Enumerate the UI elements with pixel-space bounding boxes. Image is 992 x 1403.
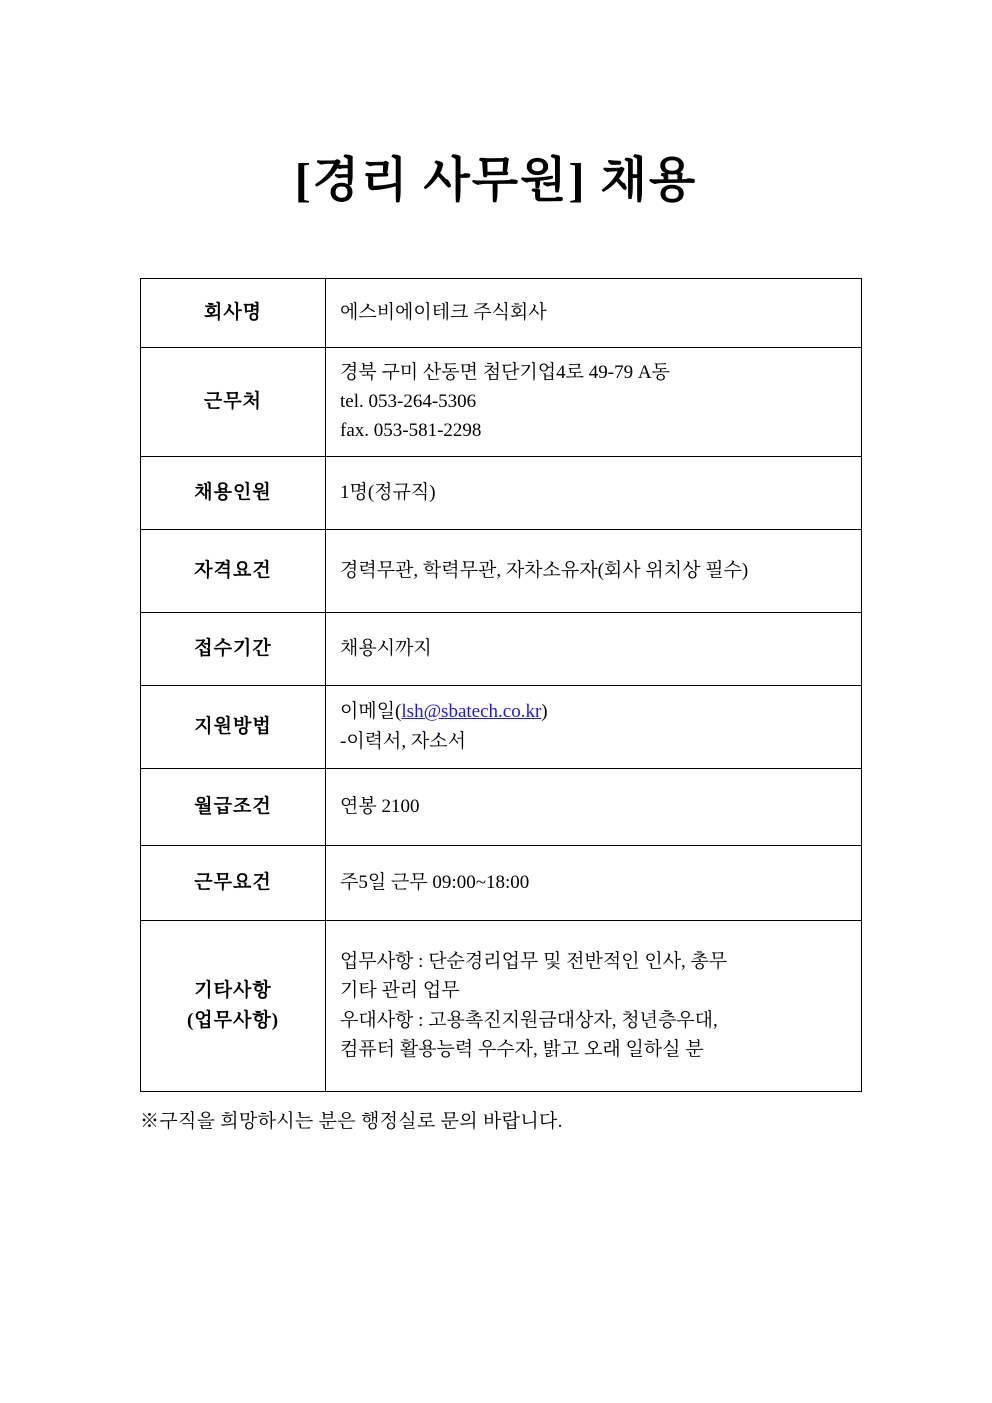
row-value-etc xyxy=(326,920,862,1091)
etc-duties-line2: 기타 관리 업무 xyxy=(340,980,460,1002)
table-row xyxy=(141,845,862,920)
etc-preference-line1: 우대사항 : 고용촉진지원금대상자, 청년층우대, xyxy=(340,1009,718,1031)
apply-email-prefix: 이메일( xyxy=(340,701,402,723)
table-row xyxy=(141,529,862,612)
row-label-apply: 지원방법 xyxy=(141,685,326,768)
row-label-salary: 월급조건 xyxy=(141,768,326,845)
row-value-period: 채용시까지 xyxy=(326,612,862,685)
etc-duties-line1: 업무사항 : 단순경리업무 및 전반적인 인사, 총무 xyxy=(340,951,728,973)
table-row xyxy=(141,920,862,1091)
row-label-headcount: 채용인원 xyxy=(141,456,326,529)
row-label-company: 회사명 xyxy=(141,278,326,347)
apply-email-suffix: ) xyxy=(541,701,548,723)
table-row xyxy=(141,347,862,456)
row-value-workplace xyxy=(326,347,862,456)
workplace-fax: fax. 053-581-2298 xyxy=(340,420,482,442)
workplace-tel: tel. 053-264-5306 xyxy=(340,391,477,413)
apply-email-line xyxy=(340,697,847,726)
table-row xyxy=(141,278,862,347)
row-value-salary: 연봉 2100 xyxy=(326,768,862,845)
row-value-qualification: 경력무관, 학력무관, 자차소유자(회사 위치상 필수) xyxy=(326,529,862,612)
table-row xyxy=(141,456,862,529)
recruitment-table xyxy=(140,278,862,1092)
table-row xyxy=(141,612,862,685)
email-link[interactable]: lsh@sbatech.co.kr xyxy=(401,701,542,723)
row-value-headcount: 1명(정규직) xyxy=(326,456,862,529)
row-label-qualification: 자격요건 xyxy=(141,529,326,612)
apply-documents: -이력서, 자소서 xyxy=(340,730,466,752)
table-row xyxy=(141,768,862,845)
etc-label-line2: (업무사항) xyxy=(186,1009,280,1031)
row-label-period: 접수기간 xyxy=(141,612,326,685)
workplace-address: 경북 구미 산동면 첨단기업4로 49-79 A동 xyxy=(340,361,670,383)
row-value-apply xyxy=(326,685,862,768)
etc-label-line1: 기타사항 xyxy=(194,980,272,1002)
footnote: ※구직을 희망하시는 분은 행정실로 문의 바랍니다. xyxy=(140,1110,563,1132)
etc-preference-line2: 컴퓨터 활용능력 우수자, 밝고 오래 일하실 분 xyxy=(340,1039,704,1061)
row-label-etc xyxy=(141,920,326,1091)
table-row xyxy=(141,685,862,768)
recruitment-table-container xyxy=(140,278,852,1133)
row-label-workplace: 근무처 xyxy=(141,347,326,456)
page-title: [경리 사무원] 채용 xyxy=(294,154,698,207)
row-value-workcondition: 주5일 근무 09:00~18:00 xyxy=(326,845,862,920)
row-label-workcondition: 근무요건 xyxy=(141,845,326,920)
row-value-company: 에스비에이테크 주식회사 xyxy=(326,278,862,347)
